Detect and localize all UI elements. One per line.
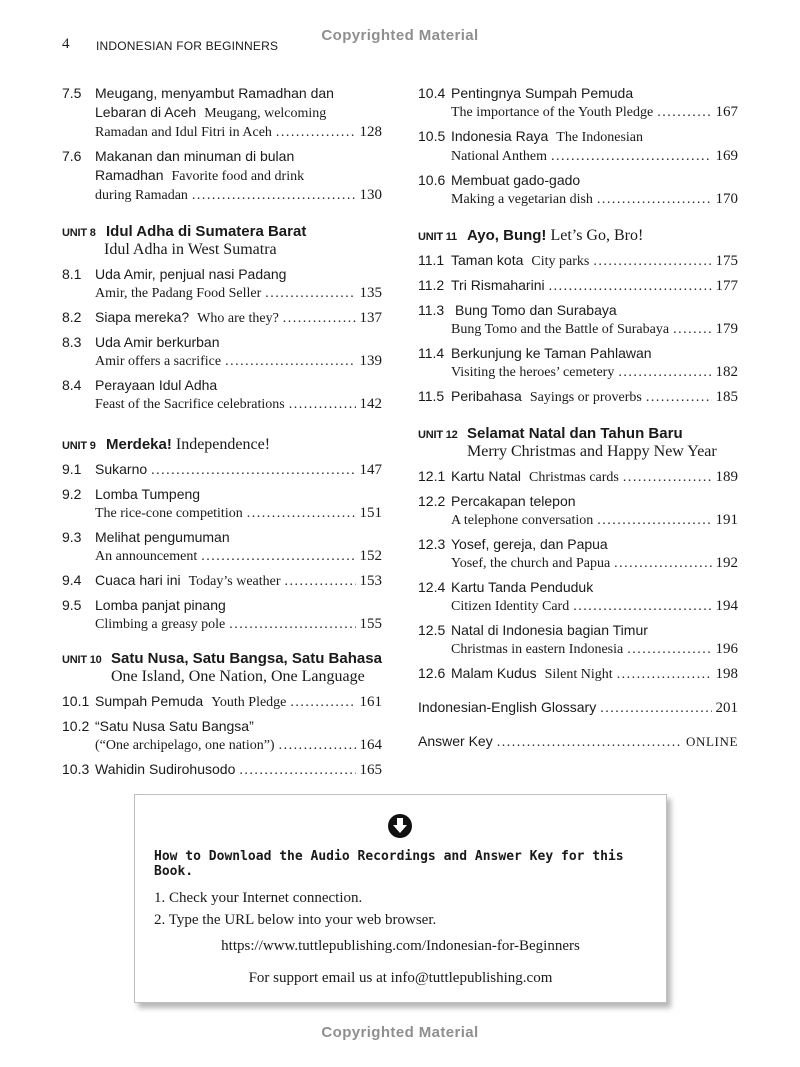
page-ref: 142	[359, 396, 382, 412]
page-ref: 182	[715, 364, 738, 380]
entry-title: Sukarno	[95, 461, 148, 477]
toc-right-column	[418, 84, 738, 757]
entry-title: Meugang, menyambut Ramadhan dan	[95, 85, 334, 101]
entry-title: Cuaca hari ini	[95, 572, 181, 588]
page-ref: 189	[715, 469, 738, 485]
page-ref: 139	[359, 353, 382, 369]
entry-translation: Christmas in eastern Indonesia	[451, 642, 624, 657]
entry-translation: (“One archipelago, one nation”)	[95, 738, 275, 753]
toc-entry-7-5[interactable]	[62, 84, 382, 142]
entry-title: Bung Tomo dan Surabaya	[455, 302, 617, 318]
entry-translation: Christmas cards	[529, 470, 619, 485]
entry-number: 12.5	[418, 622, 446, 638]
page-ref: 201	[715, 700, 738, 716]
unit-subtitle: Independence!	[175, 436, 271, 453]
step-2: 2. Type the URL below into your web browser.	[154, 912, 437, 928]
toc-entry-9-5[interactable]	[62, 596, 382, 634]
entry-title: Lomba panjat pinang	[95, 597, 226, 613]
entry-translation: The rice-cone competition	[95, 506, 243, 521]
page-number: 4	[62, 36, 70, 52]
entry-title-cont: Lebaran di Aceh	[95, 104, 197, 120]
toc-entry-11-1[interactable]	[418, 251, 738, 271]
page-ref: 147	[359, 462, 382, 478]
entry-number: 10.4	[418, 85, 446, 101]
page-ref: 128	[359, 124, 382, 140]
entry-title: Sumpah Pemuda	[95, 693, 204, 709]
entry-number: 9.1	[62, 461, 82, 477]
entry-translation: Feast of the Sacrifice celebrations	[95, 397, 285, 412]
entry-translation: Who are they?	[197, 311, 279, 326]
unit-label: UNIT 9	[62, 440, 96, 452]
toc-entry-8-4[interactable]	[62, 376, 382, 414]
entry-title: “Satu Nusa Satu Bangsa”	[95, 718, 254, 734]
entry-title: Pentingnya Sumpah Pemuda	[451, 85, 634, 101]
page-ref: 151	[359, 505, 382, 521]
unit-11-heading[interactable]	[418, 227, 738, 245]
toc-entry-9-2[interactable]	[62, 485, 382, 523]
toc-entry-9-1[interactable]	[62, 460, 382, 480]
entry-title: Yosef, gereja, dan Papua	[451, 536, 608, 552]
unit-title: Idul Adha di Sumatera Barat	[106, 223, 307, 240]
unit-title: Ayo, Bung!	[467, 227, 547, 244]
watermark-top: Copyrighted Material	[321, 27, 479, 44]
entry-translation: A telephone conversation	[451, 513, 594, 528]
unit-subtitle: Let’s Go, Bro!	[550, 227, 644, 244]
page-ref: 165	[359, 762, 382, 778]
page-ref: 152	[359, 548, 382, 564]
entry-title: Membuat gado-gado	[451, 172, 581, 188]
page-ref: 153	[359, 573, 382, 589]
toc-entry-12-1[interactable]	[418, 467, 738, 487]
entry-translation: Citizen Identity Card	[451, 599, 570, 614]
entry-title: Lomba Tumpeng	[95, 486, 201, 502]
toc-entry-10-4[interactable]	[418, 84, 738, 122]
toc-entry-11-3[interactable]	[418, 301, 738, 339]
entry-title: Tri Rismaharini	[451, 277, 545, 293]
toc-entry-12-4[interactable]	[418, 578, 738, 616]
entry-translation: Yosef, the church and Papua	[451, 556, 611, 571]
entry-translation: Visiting the heroes’ cemetery	[451, 365, 615, 380]
toc-entry-8-2[interactable]	[62, 308, 382, 328]
entry-number: 9.2	[62, 486, 82, 502]
entry-title: Peribahasa	[451, 388, 522, 404]
entry-title: Siapa mereka?	[95, 309, 190, 325]
entry-number: 8.2	[62, 309, 82, 325]
entry-translation: Favorite food and drink	[171, 169, 305, 184]
unit-label: UNIT 10	[62, 654, 102, 666]
page-ref: 177	[715, 278, 738, 294]
page-ref: 170	[715, 191, 738, 207]
toc-entry-7-6[interactable]	[62, 147, 382, 205]
entry-translation: Bung Tomo and the Battle of Surabaya	[451, 322, 670, 337]
download-box-title: How to Download the Audio Recordings and Answer Key for this Book.	[154, 849, 624, 879]
entry-number: 12.1	[418, 468, 446, 484]
page-ref: 198	[715, 666, 738, 682]
toc-entry-glossary[interactable]	[418, 698, 738, 718]
step-1: 1. Check your Internet connection.	[154, 890, 363, 906]
entry-title: Wahidin Sudirohusodo	[95, 761, 236, 777]
unit-label: UNIT 12	[418, 429, 458, 441]
toc-entry-8-1[interactable]	[62, 265, 382, 303]
download-steps	[154, 887, 436, 931]
page-ref: 130	[359, 187, 382, 203]
entry-number: 12.4	[418, 579, 446, 595]
entry-translation: Making a vegetarian dish	[451, 192, 593, 207]
entry-translation: Silent Night	[544, 667, 613, 682]
page-ref: 196	[715, 641, 738, 657]
entry-number: 9.3	[62, 529, 82, 545]
entry-title: Uda Amir berkurban	[95, 334, 220, 350]
toc-entry-12-6[interactable]	[418, 664, 738, 684]
entry-title: Perayaan Idul Adha	[95, 377, 218, 393]
entry-number: 10.3	[62, 761, 90, 777]
entry-number: 8.1	[62, 266, 82, 282]
entry-number: 9.4	[62, 572, 82, 588]
entry-title-cont: Ramadhan	[95, 167, 164, 183]
glossary-title: Indonesian-English Glossary	[418, 699, 597, 715]
entry-title: Kartu Tanda Penduduk	[451, 579, 594, 595]
entry-title: Taman kota	[451, 252, 524, 268]
page-ref: 194	[715, 598, 738, 614]
entry-number: 10.6	[418, 172, 446, 188]
toc-entry-10-1[interactable]	[62, 692, 382, 712]
page-ref: 155	[359, 616, 382, 632]
toc-entry-12-3[interactable]	[418, 535, 738, 573]
toc-entry-11-2[interactable]	[418, 276, 738, 296]
toc-entry-11-4[interactable]	[418, 344, 738, 382]
unit-12-heading[interactable]	[418, 425, 738, 461]
entry-title: Natal di Indonesia bagian Timur	[451, 622, 648, 638]
toc-entry-10-2[interactable]	[62, 717, 382, 755]
entry-number: 12.3	[418, 536, 446, 552]
toc-entry-9-4[interactable]	[62, 571, 382, 591]
entry-number: 12.2	[418, 493, 446, 509]
unit-10-heading[interactable]	[62, 650, 382, 686]
answer-key-title: Answer Key	[418, 733, 493, 749]
toc-entry-12-2[interactable]	[418, 492, 738, 530]
entry-title: Makanan dan minuman di bulan	[95, 148, 295, 164]
entry-number: 11.4	[418, 345, 445, 361]
entry-translation: Amir, the Padang Food Seller	[95, 286, 262, 301]
toc-entry-10-6[interactable]	[418, 171, 738, 209]
entry-title: Berkunjung ke Taman Pahlawan	[451, 345, 652, 361]
page-ref: 161	[359, 694, 382, 710]
entry-number: 10.1	[62, 693, 90, 709]
entry-number: 12.6	[418, 665, 446, 681]
entry-translation: Today’s weather	[188, 574, 281, 589]
entry-number: 10.2	[62, 718, 90, 734]
page-ref: 169	[715, 148, 738, 164]
page-ref: 164	[359, 737, 382, 753]
entry-translation: Amir offers a sacrifice	[95, 354, 222, 369]
unit-title: Satu Nusa, Satu Bangsa, Satu Bahasa	[111, 650, 382, 667]
page-ref: 191	[715, 512, 738, 528]
entry-number: 11.2	[418, 277, 445, 293]
unit-subtitle: Idul Adha in West Sumatra	[104, 241, 277, 258]
entry-number: 8.3	[62, 334, 82, 350]
entry-title: Melihat pengumuman	[95, 529, 230, 545]
page-ref: 137	[359, 310, 382, 326]
toc-entry-10-3[interactable]	[62, 760, 382, 780]
unit-title: Selamat Natal dan Tahun Baru	[467, 425, 683, 442]
page-ref: 185	[715, 389, 738, 405]
entry-translation-cont: during Ramadan	[95, 188, 188, 203]
page-ref: 135	[359, 285, 382, 301]
unit-9-heading[interactable]	[62, 436, 382, 454]
entry-translation-cont: Ramadan and Idul Fitri in Aceh	[95, 125, 272, 140]
page-ref: 179	[715, 321, 738, 337]
toc-entry-answer-key[interactable]	[418, 732, 738, 752]
toc-left-column	[62, 84, 382, 785]
entry-translation: City parks	[531, 254, 590, 269]
entry-translation: The importance of the Youth Pledge	[451, 105, 654, 120]
entry-translation: The Indonesian	[556, 130, 643, 145]
toc-entry-11-5[interactable]	[418, 387, 738, 407]
entry-title: Indonesia Raya	[451, 128, 549, 144]
watermark-bottom: Copyrighted Material	[321, 1024, 479, 1041]
unit-label: UNIT 11	[418, 231, 457, 243]
page-ref: 167	[715, 104, 738, 120]
toc-entry-10-5[interactable]	[418, 127, 738, 166]
entry-translation: Youth Pledge	[211, 695, 287, 710]
entry-translation: An announcement	[95, 549, 198, 564]
page-ref: 192	[715, 555, 738, 571]
download-url[interactable]: https://www.tuttlepublishing.com/Indonesian-for-Beginners	[221, 938, 580, 954]
entry-translation: Meugang, welcoming	[204, 106, 327, 121]
entry-translation: Climbing a greasy pole	[95, 617, 226, 632]
entry-number: 11.1	[418, 252, 445, 268]
download-arrow-icon	[387, 813, 413, 839]
entry-title: Kartu Natal	[451, 468, 522, 484]
running-head: INDONESIAN FOR BEGINNERS	[96, 39, 279, 53]
unit-title: Merdeka!	[106, 436, 172, 453]
unit-subtitle: One Island, One Nation, One Language	[111, 668, 365, 685]
entry-title: Malam Kudus	[451, 665, 537, 681]
entry-title: Percakapan telepon	[451, 493, 576, 509]
unit-subtitle: Merry Christmas and Happy New Year	[467, 443, 717, 460]
entry-title: Uda Amir, penjual nasi Padang	[95, 266, 287, 282]
entry-number: 11.3	[418, 302, 445, 318]
page-ref: 175	[715, 253, 738, 269]
entry-number: 9.5	[62, 597, 82, 613]
entry-number: 7.6	[62, 148, 82, 164]
page-ref: ONLINE	[686, 734, 738, 749]
unit-8-heading[interactable]	[62, 223, 382, 259]
entry-number: 8.4	[62, 377, 82, 393]
support-email[interactable]: For support email us at info@tuttlepublishing.com	[248, 970, 553, 986]
toc-entry-12-5[interactable]	[418, 621, 738, 659]
entry-translation: Sayings or proverbs	[529, 390, 642, 405]
entry-number: 10.5	[418, 128, 446, 144]
entry-number: 11.5	[418, 388, 445, 404]
toc-entry-9-3[interactable]	[62, 528, 382, 566]
download-info-box	[134, 794, 667, 1003]
unit-label: UNIT 8	[62, 227, 96, 239]
toc-entry-8-3[interactable]	[62, 333, 382, 371]
entry-number: 7.5	[62, 85, 82, 101]
entry-translation-cont: National Anthem	[451, 149, 548, 164]
